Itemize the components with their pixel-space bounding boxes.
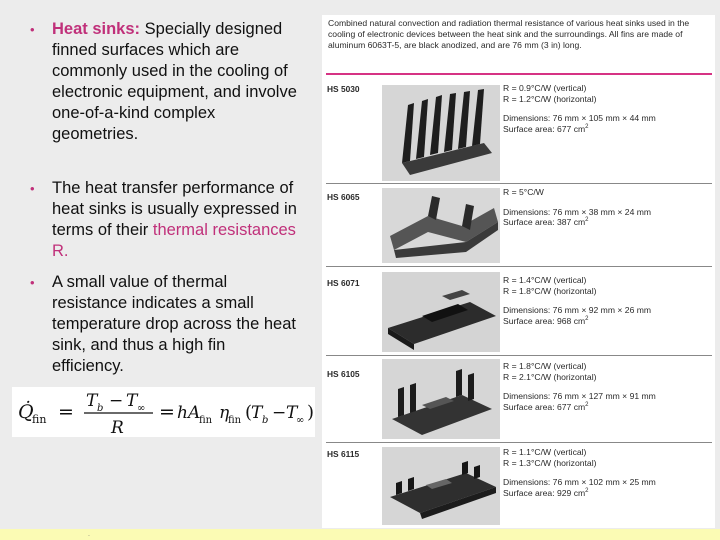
model-label: HS 6115 bbox=[327, 449, 360, 459]
resistance-line: R = 1.8°C/W (vertical) bbox=[503, 361, 587, 371]
surface-area bbox=[503, 124, 713, 135]
eq-paren-close: ) bbox=[307, 402, 315, 423]
eq-denominator: R bbox=[111, 418, 124, 437]
specs bbox=[503, 275, 713, 326]
fin-heat-rate-equation bbox=[12, 387, 315, 437]
eq-t2-sub: ∞ bbox=[296, 415, 305, 426]
surface-area-exponent: 2 bbox=[585, 217, 589, 224]
resistance-line: R = 2.1°C/W (horizontal) bbox=[503, 371, 597, 382]
bullet-text bbox=[52, 19, 300, 145]
surface-area-exponent: 2 bbox=[585, 123, 589, 130]
dimensions: Dimensions: 76 mm × 92 mm × 26 mm bbox=[503, 305, 652, 315]
model-label: HS 6105 bbox=[327, 369, 360, 379]
eq-num-t2-sub: ∞ bbox=[137, 403, 146, 414]
resistance-line: R = 5°C/W bbox=[503, 187, 544, 197]
heat-sink-photo-hs6065 bbox=[382, 188, 500, 263]
heat-sink-table bbox=[322, 15, 715, 528]
dimensions: Dimensions: 76 mm × 127 mm × 91 mm bbox=[503, 391, 656, 401]
model-label: HS 6071 bbox=[327, 278, 360, 288]
surface-area-label: Surface area: 677 cm bbox=[503, 123, 586, 134]
footer-band bbox=[0, 529, 720, 540]
caption-divider bbox=[326, 73, 712, 75]
footer-mark: . bbox=[88, 531, 90, 538]
bullet-mark: • bbox=[30, 181, 35, 196]
row-divider bbox=[326, 442, 712, 443]
table-row bbox=[322, 357, 715, 441]
bullet-mark: • bbox=[30, 275, 35, 290]
eq-t1-sub: b bbox=[262, 415, 269, 426]
eq-equals-2: = bbox=[159, 401, 175, 423]
spacer bbox=[503, 104, 713, 113]
dimensions: Dimensions: 76 mm × 105 mm × 44 mm bbox=[503, 113, 656, 123]
resistance-line: R = 1.1°C/W (vertical) bbox=[503, 447, 587, 457]
specs bbox=[503, 447, 713, 498]
heat-sink-photo-hs6115 bbox=[382, 447, 500, 525]
heat-sink-photo-hs6105 bbox=[382, 359, 500, 439]
table-row bbox=[322, 185, 715, 265]
row-divider bbox=[326, 355, 712, 356]
dimensions: Dimensions: 76 mm × 102 mm × 25 mm bbox=[503, 477, 656, 487]
bullet-body: Specially designed finned surfaces which are commonly used in the cooling of electronic equipment, and involve one-of-a-kind complex geometries. bbox=[52, 20, 297, 143]
heat-sink-photo-hs5030 bbox=[382, 85, 500, 181]
eq-num-t: T bbox=[86, 391, 98, 411]
eq-num-t2: T bbox=[126, 391, 138, 411]
surface-area bbox=[503, 402, 713, 413]
eq-lhs: Q̇ bbox=[18, 401, 34, 423]
eq-h-sub: fin bbox=[199, 415, 213, 426]
resistance-line: R = 0.9°C/W (vertical) bbox=[503, 83, 587, 93]
bullet-mark: • bbox=[30, 22, 35, 37]
table-caption: Combined natural convection and radiation thermal resistance of various heat sinks used in the cooling of electronic devices between the heat sink and the surroundings. All fins are made of aluminum 6063T-5, are black anodized, and are 76 mm (3 in) long. bbox=[328, 18, 690, 50]
row-divider bbox=[326, 266, 712, 267]
specs bbox=[503, 83, 713, 134]
surface-area-label: Surface area: 968 cm bbox=[503, 315, 586, 326]
spacer bbox=[503, 468, 713, 477]
spacer bbox=[503, 382, 713, 391]
bullet-text bbox=[52, 178, 300, 262]
row-divider bbox=[326, 183, 712, 184]
eq-t2: T bbox=[286, 403, 298, 423]
spacer bbox=[503, 198, 713, 207]
bullet-body: A small value of thermal resistance indicates a small temperature drop across the heat sink, and thus a high fin efficiency. bbox=[52, 273, 296, 375]
eq-num-minus: − bbox=[109, 391, 124, 411]
resistance-line: R = 1.3°C/W (horizontal) bbox=[503, 457, 597, 468]
eq-minus-2: − bbox=[272, 403, 287, 423]
specs bbox=[503, 187, 713, 228]
surface-area-exponent: 2 bbox=[585, 487, 589, 494]
table-row bbox=[322, 77, 715, 186]
surface-area bbox=[503, 217, 713, 228]
surface-area bbox=[503, 488, 713, 499]
surface-area-label: Surface area: 387 cm bbox=[503, 217, 586, 227]
table-row bbox=[322, 444, 715, 528]
surface-area-label: Surface area: 929 cm bbox=[503, 487, 586, 498]
model-label: HS 5030 bbox=[327, 84, 360, 94]
surface-area-exponent: 2 bbox=[585, 401, 589, 408]
bullet-body: The heat transfer performance of heat sinks is usually expressed in terms of their bbox=[52, 179, 297, 239]
eq-eta-sub: fin bbox=[228, 415, 242, 426]
eq-num-t-sub: b bbox=[97, 403, 104, 414]
table-row bbox=[322, 268, 715, 354]
eq-paren-open: ( bbox=[245, 402, 253, 423]
resistance-line: R = 1.8°C/W (horizontal) bbox=[503, 285, 597, 296]
heat-sink-photo-hs6071 bbox=[382, 272, 500, 352]
bullet-emphasis: thermal resistances R. bbox=[52, 221, 296, 260]
dimensions: Dimensions: 76 mm × 38 mm × 24 mm bbox=[503, 206, 652, 217]
eq-lhs-sub: fin bbox=[32, 413, 47, 426]
surface-area-exponent: 2 bbox=[585, 315, 589, 322]
spacer bbox=[503, 296, 713, 305]
model-label: HS 6065 bbox=[327, 192, 360, 202]
bullet-heading: Heat sinks: bbox=[52, 20, 141, 38]
eq-h: hA bbox=[177, 403, 201, 423]
specs bbox=[503, 361, 713, 412]
resistance-line: R = 1.4°C/W (vertical) bbox=[503, 275, 587, 285]
surface-area bbox=[503, 316, 713, 327]
eq-equals-1: = bbox=[58, 401, 74, 423]
bullet-text bbox=[52, 272, 300, 377]
resistance-line: R = 1.2°C/W (horizontal) bbox=[503, 93, 597, 104]
eq-eta: η bbox=[219, 403, 230, 423]
surface-area-label: Surface area: 677 cm bbox=[503, 401, 586, 412]
eq-t1: T bbox=[251, 403, 263, 423]
